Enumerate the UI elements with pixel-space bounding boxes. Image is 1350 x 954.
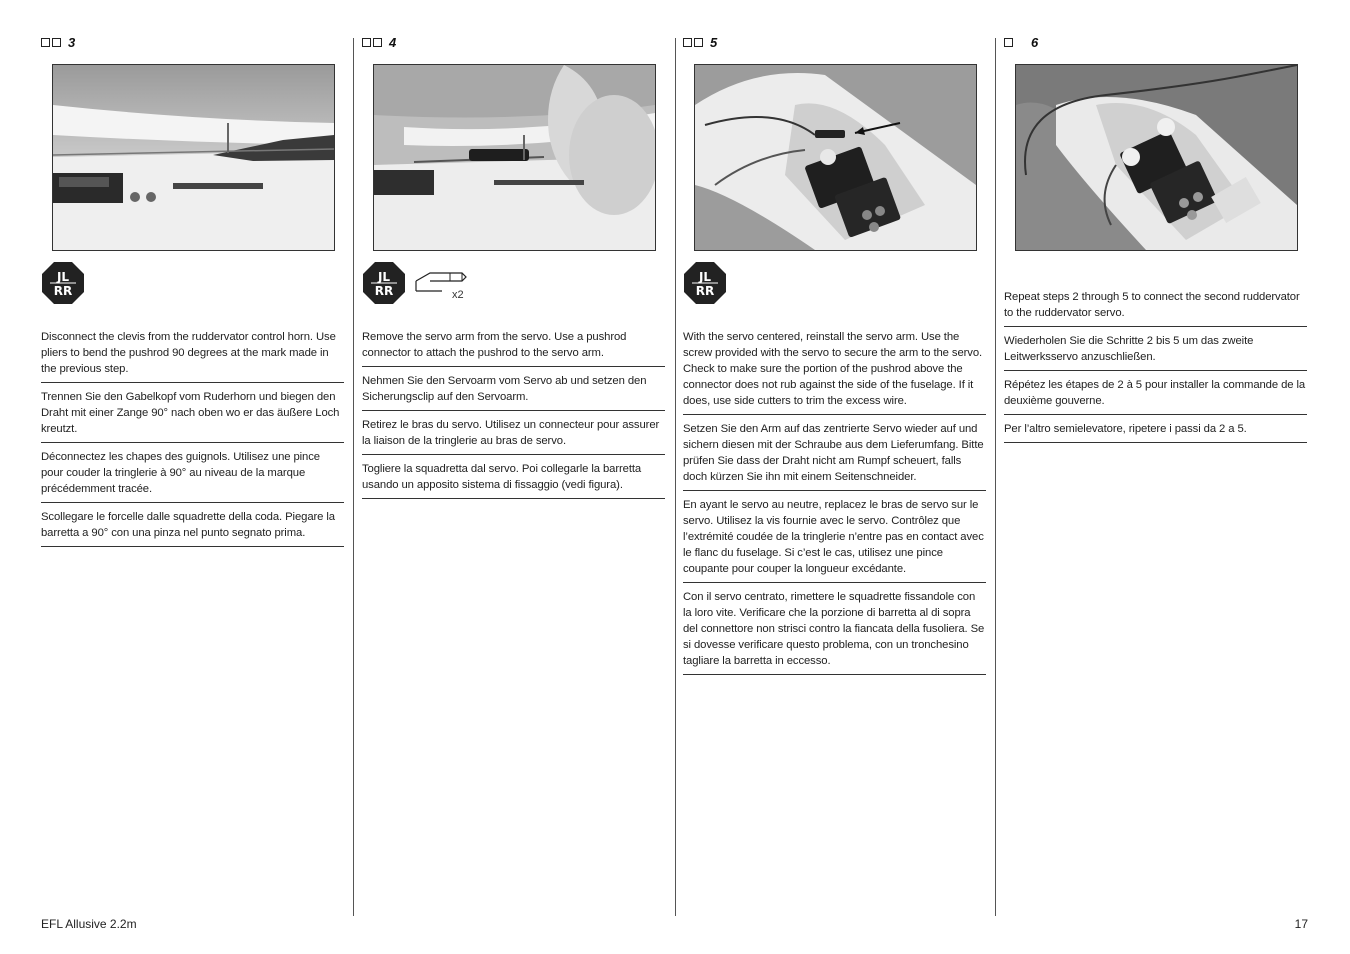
step-number: 3 bbox=[68, 34, 76, 50]
step-6-photo bbox=[1015, 64, 1298, 251]
step-6-column bbox=[1004, 34, 1307, 443]
rudder-elevator-octagon-icon bbox=[362, 261, 406, 305]
instruction-de: Wiederholen Sie die Schritte 2 bis 5 um das zweite Leitwerksservo anzuschließen. bbox=[1004, 327, 1307, 371]
step-number: 5 bbox=[710, 34, 718, 50]
instruction-en: Repeat steps 2 through 5 to connect the second ruddervator to the ruddervator servo. bbox=[1004, 285, 1307, 327]
instruction-it: Togliere la squadretta dal servo. Poi collegarle la barretta usando un apposito sistema di fissaggio (vedi figura). bbox=[362, 455, 665, 499]
step-5-instructions bbox=[683, 325, 986, 675]
column-divider-3 bbox=[995, 38, 996, 916]
step-3-header bbox=[41, 34, 344, 50]
svg-text:JL: JL bbox=[698, 270, 712, 284]
checkbox-icon[interactable] bbox=[694, 38, 703, 47]
instruction-en: With the servo centered, reinstall the servo arm. Use the screw provided with the servo to secure the arm to the servo. Check to make sure the portion of the pushrod above the connector does not rub against the side of the fuselage. If it does, use side cutters to trim the excess wire. bbox=[683, 325, 986, 415]
svg-text:RR: RR bbox=[695, 284, 715, 298]
footer-page-number: 17 bbox=[1294, 917, 1308, 931]
rudder-elevator-octagon-icon bbox=[41, 261, 85, 305]
step-4-photo bbox=[373, 64, 656, 251]
footer-product-name: EFL Allusive 2.2m bbox=[41, 917, 137, 931]
instruction-fr: Déconnectez les chapes des guignols. Utilisez une pince pour couder la tringlerie à 90° au niveau de la marque précédemment tracée. bbox=[41, 443, 344, 503]
pushrod-connector-icon bbox=[410, 265, 470, 305]
checkbox-icon[interactable] bbox=[362, 38, 371, 47]
instruction-it: Scollegare le forcelle dalle squadrette della coda. Piegare la barretta a 90° con una pinza nel punto segnato prima. bbox=[41, 503, 344, 547]
instruction-fr: Retirez le bras du servo. Utilisez un connecteur pour assurer la liaison de la tringlerie au bras de servo. bbox=[362, 411, 665, 455]
instruction-de: Setzen Sie den Arm auf das zentrierte Servo wieder auf und sichern diesen mit der Schraube aus dem Lieferumfang. Bitte prüfen Sie dass der Draht nicht am Rumpf scheuert, falls doch kürzen Sie ihn mit einem Seitenschneider. bbox=[683, 415, 986, 491]
step-4-instructions bbox=[362, 325, 665, 499]
instruction-it: Con il servo centrato, rimettere le squadrette fissandole con la loro vite. Verificare che la porzione di barretta al di sopra del connettore non strisci contro la fiancata della fusoliera. Se si dovesse verificare questo problema, con un tronchesino tagliare la barretta in eccesso. bbox=[683, 583, 986, 675]
checkbox-icon[interactable] bbox=[683, 38, 692, 47]
step-6-header bbox=[1004, 34, 1307, 50]
svg-text:JL: JL bbox=[377, 270, 391, 284]
step-3-instructions bbox=[41, 325, 344, 547]
step-4-column bbox=[362, 34, 665, 499]
instruction-de: Nehmen Sie den Servoarm vom Servo ab und setzen den Sicherungsclip auf den Servoarm. bbox=[362, 367, 665, 411]
step-5-photo bbox=[694, 64, 977, 251]
checkbox-icon[interactable] bbox=[41, 38, 50, 47]
instruction-de: Trennen Sie den Gabelkopf vom Ruderhorn und biegen den Draht mit einer Zange 90° nach oben wo er das äußere Loch kreutzt. bbox=[41, 383, 344, 443]
step-number: 4 bbox=[389, 34, 397, 50]
step-4-header bbox=[362, 34, 665, 50]
svg-text:RR: RR bbox=[53, 284, 73, 298]
step-number: 6 bbox=[1031, 34, 1039, 50]
checkbox-icon[interactable] bbox=[1004, 38, 1013, 47]
column-divider-1 bbox=[353, 38, 354, 916]
checkbox-icon[interactable] bbox=[52, 38, 61, 47]
instruction-en: Disconnect the clevis from the ruddervator control horn. Use pliers to bend the pushrod 90 degrees at the mark made in the previous step. bbox=[41, 325, 344, 383]
checkbox-icon[interactable] bbox=[373, 38, 382, 47]
step-5-header bbox=[683, 34, 986, 50]
svg-text:JL: JL bbox=[56, 270, 70, 284]
pushrod-count: x2 bbox=[452, 289, 464, 301]
instruction-fr: En ayant le servo au neutre, replacez le bras de servo sur le servo. Utilisez la vis fournie avec le servo. Contrôlez que l’extrémité coudée de la tringlerie n’entre pas en contact avec le flanc du fuselage. Si c’est le cas, utilisez une pince coupante pour couper la longueur excédante. bbox=[683, 491, 986, 583]
step-3-photo bbox=[52, 64, 335, 251]
svg-text:RR: RR bbox=[374, 284, 394, 298]
step-3-column bbox=[41, 34, 344, 547]
instruction-it: Per l’altro semielevatore, ripetere i passi da 2 a 5. bbox=[1004, 415, 1307, 443]
instruction-en: Remove the servo arm from the servo. Use a pushrod connector to attach the pushrod to the servo arm. bbox=[362, 325, 665, 367]
column-divider-2 bbox=[675, 38, 676, 916]
step-6-instructions bbox=[1004, 285, 1307, 443]
rudder-elevator-octagon-icon bbox=[683, 261, 727, 305]
instruction-fr: Répétez les étapes de 2 à 5 pour installer la commande de la deuxième gouverne. bbox=[1004, 371, 1307, 415]
step-5-column bbox=[683, 34, 986, 675]
